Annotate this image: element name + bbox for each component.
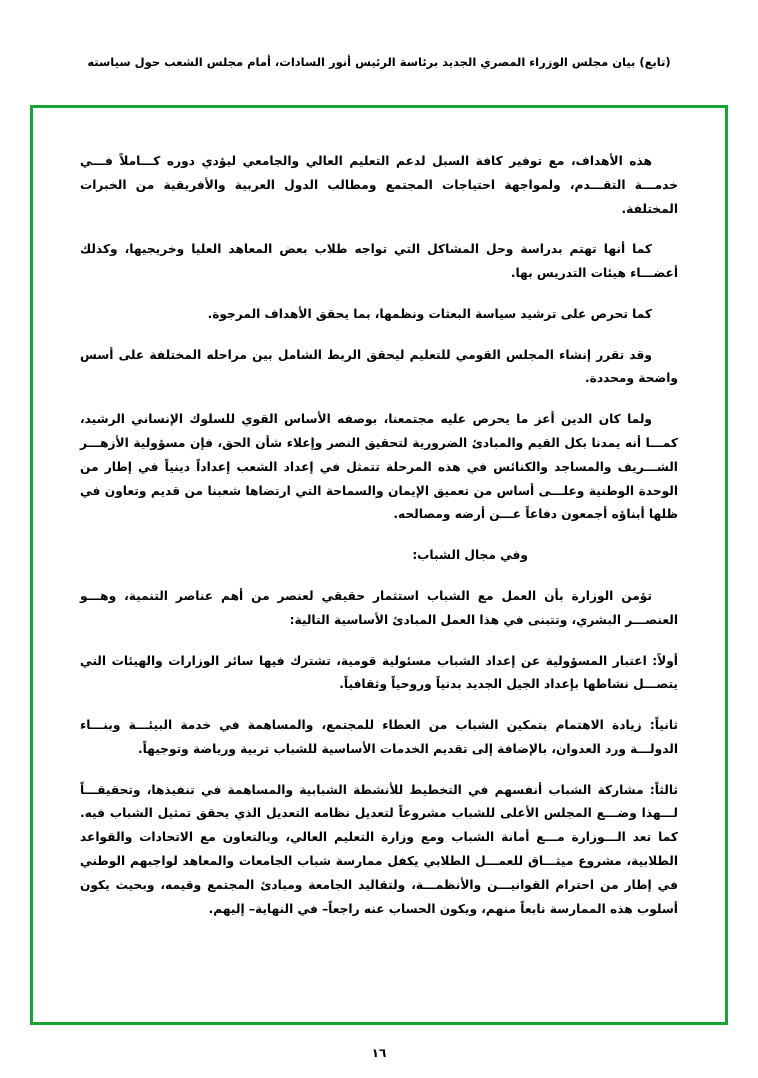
body-paragraph: وقد تقرر إنشاء المجلس القومي للتعليم ليحقق الربط الشامل بين مراحله المختلفة على أسس واضحة ومحددة.	[80, 347, 678, 386]
body-paragraph: كما تحرص على ترشيد سياسة البعثات ونظمها، بما يحقق الأهداف المرجوة.	[207, 306, 652, 321]
page-number: ١٦	[371, 1046, 387, 1060]
list-item-third: ثالثاً: مشاركة الشباب أنفسهم في التخطيط للأنشطة الشبابية والمساهمة في تنفيذها، وتحقيقـــاً لـــهذا وضـــع المجلس الأعلى للشباب مشروعاً لتعديل نظامه التعديل الذي يحقق تمثيل الشباب فيه. كما تعد الـــوزارة مـــع أمانة الشباب ومع وزارة التعليم العالي، وبالتعاون مع الاتحادات والقواعد الطلابية، مشروع ميثـــاق للعمـــل الطلابي يكفل ممارسة شباب الجامعات والمعاهد لواجبهم الوطني في إطار من احترام القوانيـــن والأنظمـــة، ولتقاليد الجامعة ومبادئ المجتمع وقيمه، وبحيث يكون أسلوب هذه الممارسة نابعاً منهم، ويكون الحساب عنه راجعاً– في النهاية– إليهم.	[80, 782, 678, 916]
section-subheading-youth: وفي مجال الشباب:	[412, 548, 528, 563]
body-paragraph: تؤمن الوزارة بأن العمل مع الشباب استثمار حقيقي لعنصر من أهم عناصر التنمية، وهـــو العنصـــر البشري، وتتبنى في هذا العمل المبادئ الأساسية التالية:	[80, 588, 678, 627]
list-item-first: أولاً: اعتبار المسؤولية عن إعداد الشباب مسئولية قومية، تشترك فيها سائر الوزارات والهيئات التي يتصـــل نشاطها بإعداد الجيل الجديد بدنياً وروحياً وثقافياً.	[80, 653, 678, 692]
body-paragraph: ولما كان الدين أعز ما يحرص عليه مجتمعنا، بوصفه الأساس القوي للسلوك الإنساني الرشيد، كمـــا أنه يمدنا بكل القيم والمبادئ الضرورية لتحقيق النصر وإعلاء شأن الحق، فإن مسؤولية الأزهـــر الشـــريف والمساجد والكنائس في هذه المرحلة تتمثل في إعداد الشعب إعداداً دينياً في إطار من الوحدة الوطنية وعلـــى أساس من تعميق الإيمان والسماحة التي ارتضاها شعبنا من قديم وتعاون في ظلها أبناؤه أجمعون دفاعاً عـــن أرضه ومصالحه.	[80, 412, 678, 522]
document-body	[80, 150, 678, 938]
list-item-second: ثانياً: زيادة الاهتمام بتمكين الشباب من العطاء للمجتمع، والمساهمة في خدمة البيئـــة وبنـــاء الدولـــة ورد العدوان، بالإضافة إلى تقديم الخدمات الأساسية للشباب تربية ورياضة وتوجيهاً.	[80, 718, 678, 756]
body-paragraph: كما أنها تهتم بدراسة وحل المشاكل التي تواجه طلاب بعض المعاهد العليا وخريجيها، وكذلك أعضـــاء هيئات التدريس بها.	[80, 242, 678, 281]
page-header: (تابع) بيان مجلس الوزراء المصري الجديد برئاسة الرئيس أنور السادات، أمام مجلس الشعب حول سياسته	[87, 55, 671, 69]
body-paragraph: هذه الأهداف، مع توفير كافة السبل لدعم التعليم العالي والجامعي ليؤدي دوره كـــاملاً فـــي خدمـــة التقـــدم، ولمواجهة احتياجات المجتمع ومطالب الدول العربية والأفريقية من الخبرات المختلفة.	[80, 154, 678, 216]
